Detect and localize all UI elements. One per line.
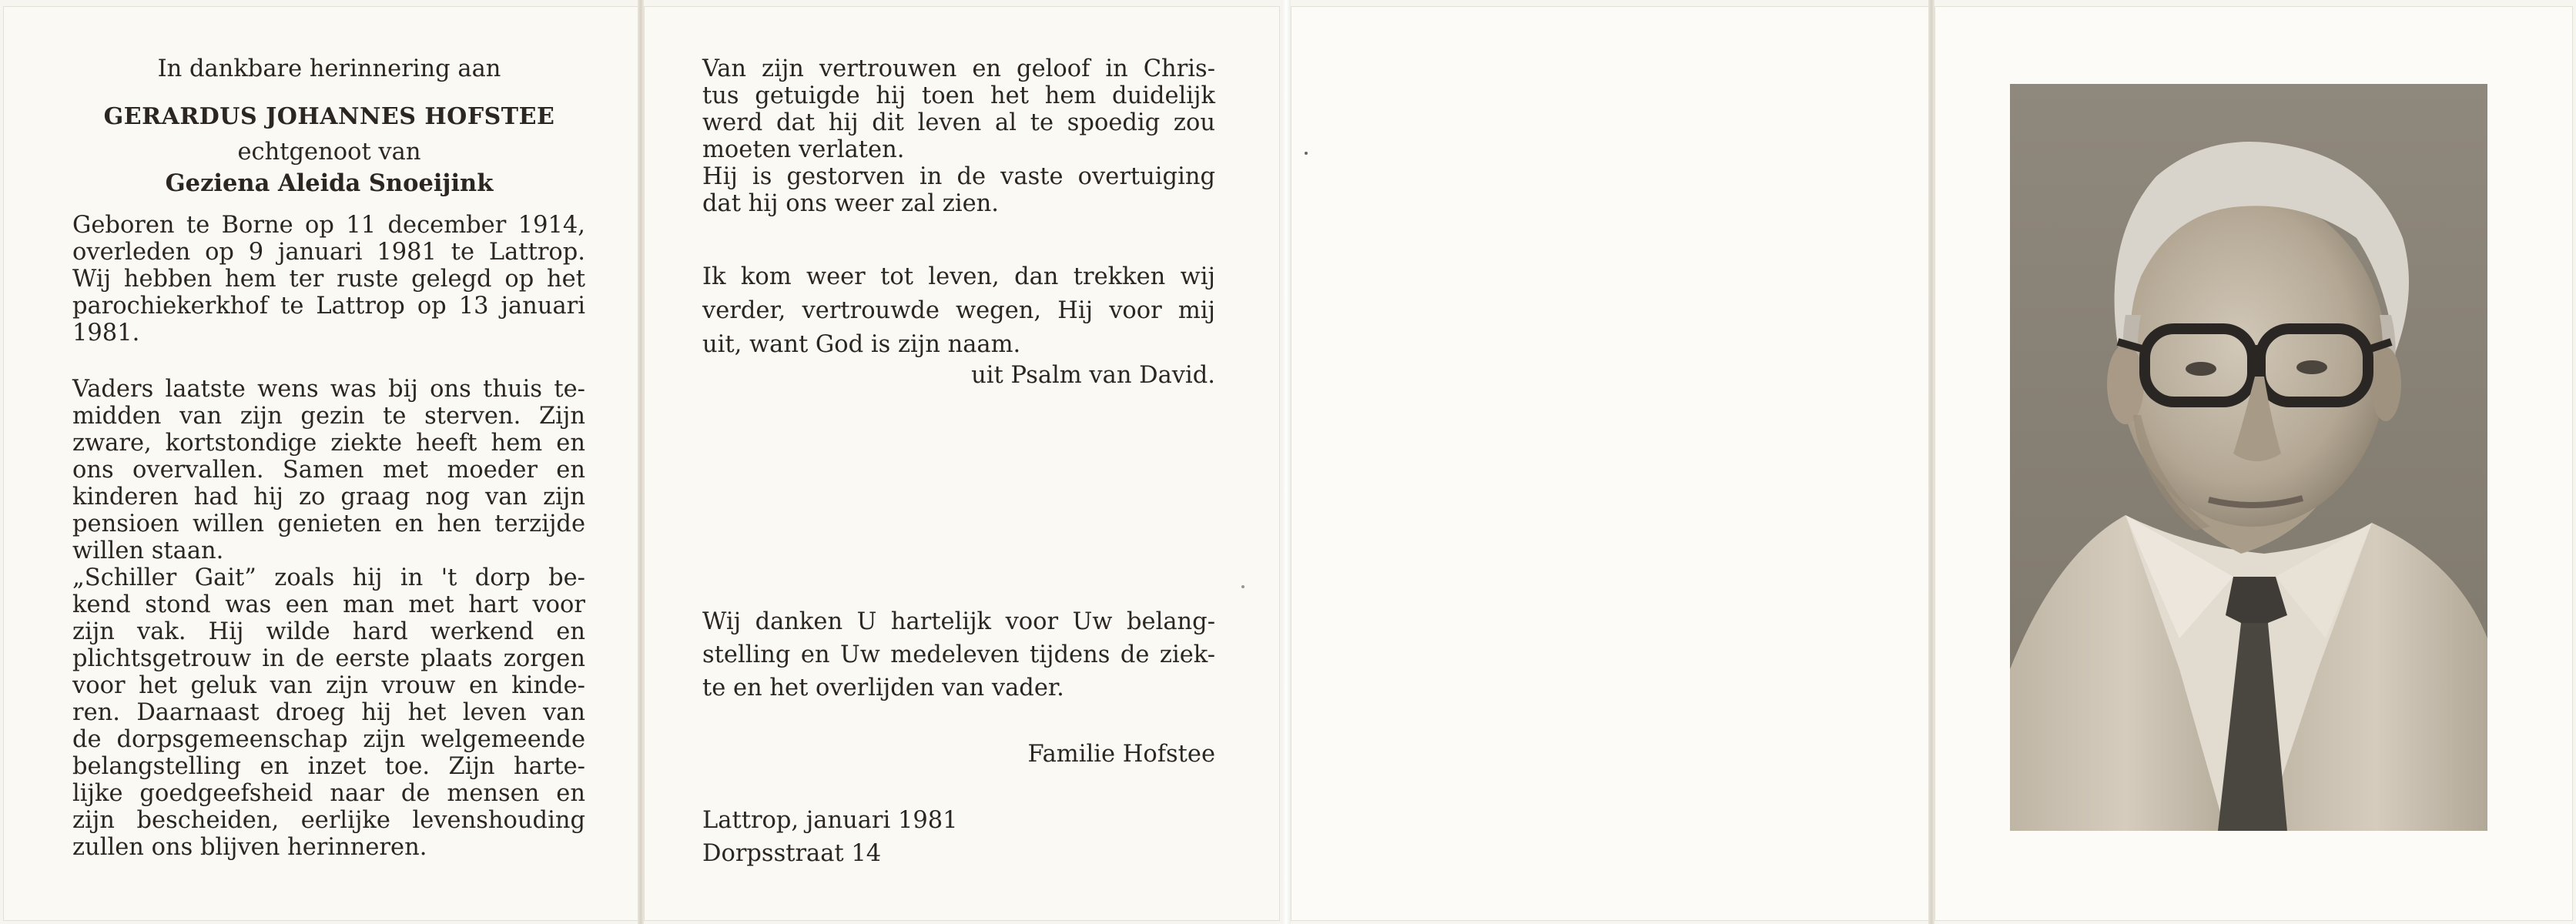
paper-speck	[1241, 585, 1244, 588]
intro-line: In dankbare herinnering aan	[157, 55, 501, 82]
card-gap	[1281, 0, 1291, 924]
text-line: verder, vertrouwde wegen, Hij voor mij	[702, 297, 1215, 324]
text-line: ren. Daarnaast droeg hij het leven van	[72, 699, 585, 726]
text-line: pensioen willen genieten en hen terzijde	[72, 511, 585, 537]
deceased-name: GERARDUS JOHANNES HOFSTEE	[103, 103, 555, 130]
text-line: „Schiller Gait” zoals hij in 't dorp be-	[72, 564, 585, 591]
text-line: werd dat hij dit leven al te spoedig zou	[702, 109, 1215, 136]
spouse-name: Geziena Aleida Snoeijink	[165, 169, 494, 197]
text-line: stelling en Uw medeleven tijdens de ziek-	[702, 641, 1215, 668]
text-line: 1981.	[72, 320, 140, 346]
place-date: Lattrop, januari 1981	[702, 807, 958, 834]
fold-line	[1928, 0, 1935, 924]
text-line: te en het overlijden van vader.	[702, 675, 1064, 701]
portrait-photo	[2010, 84, 2487, 831]
fold-line	[638, 0, 644, 924]
text-line: kend stond was een man met hart voor	[72, 591, 585, 618]
faith-paragraph	[702, 55, 1215, 217]
psalm-quote	[702, 260, 1215, 362]
text-line: zullen ons blijven herinneren.	[72, 834, 427, 861]
story-paragraph	[72, 376, 585, 861]
text-line: Wij danken U hartelijk voor Uw belang-	[702, 608, 1215, 635]
text-line: uit, want God is zijn naam.	[702, 331, 1021, 358]
text-line: ons overvallen. Samen met moeder en	[72, 457, 585, 484]
text-line: Van zijn vertrouwen en geloof in Chris-	[702, 55, 1215, 82]
psalm-source: uit Psalm van David.	[971, 362, 1215, 389]
relation-line: echtgenoot van	[237, 139, 421, 166]
text-line: tus getuigde hij toen het hem duidelijk	[702, 82, 1215, 109]
family-signature: Familie Hofstee	[1027, 741, 1215, 768]
text-line: overleden op 9 januari 1981 te Lattrop.	[72, 239, 585, 266]
text-line: zware, kortstondige ziekte heeft hem en	[72, 430, 585, 457]
birth-death-paragraph	[72, 212, 585, 346]
text-line: moeten verlaten.	[702, 136, 905, 163]
text-line: de dorpsgemeenschap zijn welgemeende	[72, 726, 585, 753]
text-line: lijke goedgeefsheid naar de mensen en	[72, 780, 585, 807]
text-line: parochiekerkhof te Lattrop op 13 januari	[72, 293, 585, 320]
paper-speck	[1305, 152, 1308, 155]
blank-page	[1291, 6, 1930, 921]
text-line: dat hij ons weer zal zien.	[702, 190, 999, 217]
portrait-illustration	[2010, 84, 2487, 831]
text-line: Vaders laatste wens was bij ons thuis te-	[72, 376, 585, 403]
text-line: zijn bescheiden, eerlijke levenshouding	[72, 807, 585, 834]
thanks-paragraph	[702, 605, 1215, 705]
text-line: Geboren te Borne op 11 december 1914,	[72, 212, 585, 239]
text-line: zijn vak. Hij wilde hard werkend en	[72, 618, 585, 645]
text-line: Hij is gestorven in de vaste overtuiging	[702, 163, 1215, 190]
text-line: belangstelling en inzet toe. Zijn harte-	[72, 753, 585, 780]
text-line: kinderen had hij zo graag nog van zijn	[72, 484, 585, 511]
text-line: plichtsgetrouw in de eerste plaats zorgen	[72, 645, 585, 672]
text-line: voor het geluk van zijn vrouw en kinde-	[72, 672, 585, 699]
text-line: Wij hebben hem ter ruste gelegd op het	[72, 266, 585, 293]
text-line: midden van zijn gezin te sterven. Zijn	[72, 403, 585, 430]
text-line: willen staan.	[72, 537, 224, 564]
address: Dorpsstraat 14	[702, 840, 882, 867]
text-line: Ik kom weer tot leven, dan trekken wij	[702, 263, 1215, 290]
